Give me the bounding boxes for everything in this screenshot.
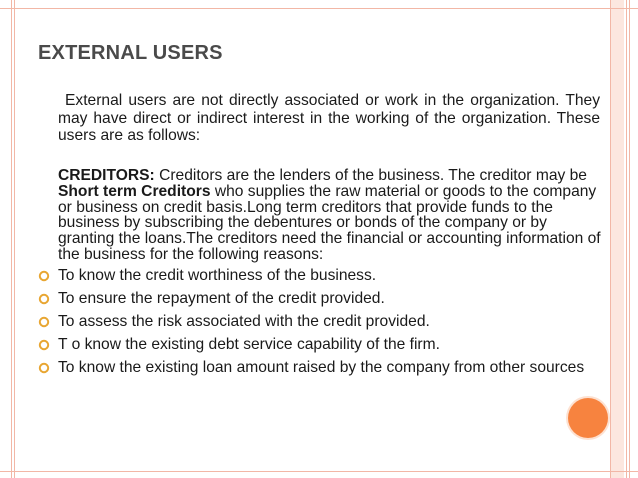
ring-bullet-icon	[38, 362, 50, 374]
list-item	[38, 291, 598, 307]
ring-bullet-icon	[38, 293, 50, 305]
list-item	[38, 337, 598, 353]
ring-bullet-icon	[38, 270, 50, 282]
slide-title: EXTERNAL USERS	[38, 42, 223, 64]
list-item	[38, 268, 598, 284]
band-edge-line	[610, 0, 611, 478]
creditors-paragraph	[58, 168, 604, 263]
creditors-text-1: Creditors are the lenders of the business. The creditor may be	[154, 167, 587, 184]
list-item-text: To know the existing loan amount raised by the company from other sources	[58, 359, 585, 376]
creditors-label: CREDITORS:	[58, 167, 155, 184]
top-border-line	[0, 8, 638, 9]
intro-paragraph: External users are not directly associated or work in the organization. They may have direct or indirect interest in the working of the organization. These users are as follows:	[58, 92, 600, 144]
list-item-text: T o know the existing debt service capability of the firm.	[58, 336, 440, 353]
right-border-line-inner	[629, 0, 630, 478]
right-decorative-band	[610, 0, 624, 478]
left-border-line-outer	[11, 0, 12, 478]
left-border-line-inner	[14, 0, 15, 478]
list-item-text: To assess the risk associated with the credit provided.	[58, 313, 430, 330]
list-item-text: To ensure the repayment of the credit provided.	[58, 290, 385, 307]
list-item	[38, 314, 598, 330]
creditors-text-2: who supplies the raw material or goods to the company or business on credit basis.Long term creditors that provide funds to the business by subscribing the debentures or bonds of the company or by granting the loans.The creditors need the financial or accounting information of the business for the following reasons:	[58, 182, 601, 263]
reasons-list	[38, 268, 598, 383]
right-border-line-outer	[626, 0, 627, 478]
bottom-border-line	[0, 471, 638, 472]
short-term-creditors-emphasis: Short term Creditors	[58, 182, 211, 200]
ring-bullet-icon	[38, 316, 50, 328]
ring-bullet-icon	[38, 339, 50, 351]
list-item-text: To know the credit worthiness of the business.	[58, 267, 377, 284]
list-item	[38, 360, 598, 376]
orange-circle-decoration	[568, 398, 608, 438]
